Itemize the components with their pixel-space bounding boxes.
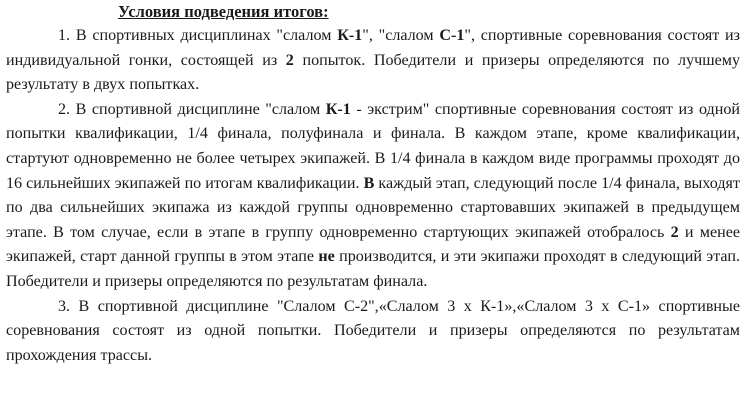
document: [6, 0, 740, 368]
bold-text: не: [318, 248, 335, 266]
paragraph-text: 2. В спортивной дисциплине "слалом: [58, 100, 326, 118]
bold-text: К-1: [337, 27, 363, 44]
paragraph-text: ", спортивные соревнования состоят из индивидуальной гонки, состоящей из: [6, 27, 740, 69]
bold-text: К-1: [325, 100, 351, 118]
paragraph-text: ", "слалом: [362, 27, 440, 44]
paragraph-text: попыток. Победители и призеры определяются по лучшему результату в двух попытках.: [6, 51, 740, 94]
paragraph-3: [6, 295, 740, 369]
paragraph-1: [6, 24, 740, 98]
paragraph-text: 3. В спортивной дисциплине "Слалом С-2",«Слалом 3 х К-1»,«Слалом 3 х С-1» спортивные соревнования состоят из одной попытки. Победители и призеры определяются по результатам прохождения трассы.: [6, 297, 740, 364]
paragraph-text: каждый этап, следующий после 1/4 финала, выходят по два сильнейших экипажа из каждой группы одновременно стартовавших экипажей в предыдущем этапе. В том случае, если в этапе в группу одновременно стартующих экипажей отобралось: [6, 174, 740, 241]
paragraph-text: производится, и эти экипажи проходят в следующий этап. Победители и призеры определяются по результатам финала.: [6, 248, 740, 290]
paragraph-2: [6, 98, 740, 295]
document-title: Условия подведения итогов:: [118, 2, 329, 21]
bold-text: В: [363, 174, 375, 192]
bold-text: 2: [670, 223, 679, 241]
paragraph-text: - экстрим" спортивные соревнования состоят из одной попытки квалификации, 1/4 финала, полуфинала и финала. В каждом этапе, кроме квалификации, стартуют одновременно не более четырех экипажей. В 1/4 финала в каждом виде программы проходят до 16 сильнейших экипажей по итогам квалификации.: [6, 100, 740, 192]
bold-text: 2: [285, 51, 294, 69]
paragraph-text: 1. В спортивных дисциплинах "слалом: [58, 27, 338, 44]
bold-text: С-1: [439, 27, 465, 44]
paragraph-text: и менее экипажей, старт данной группы в этом этапе: [6, 223, 740, 266]
